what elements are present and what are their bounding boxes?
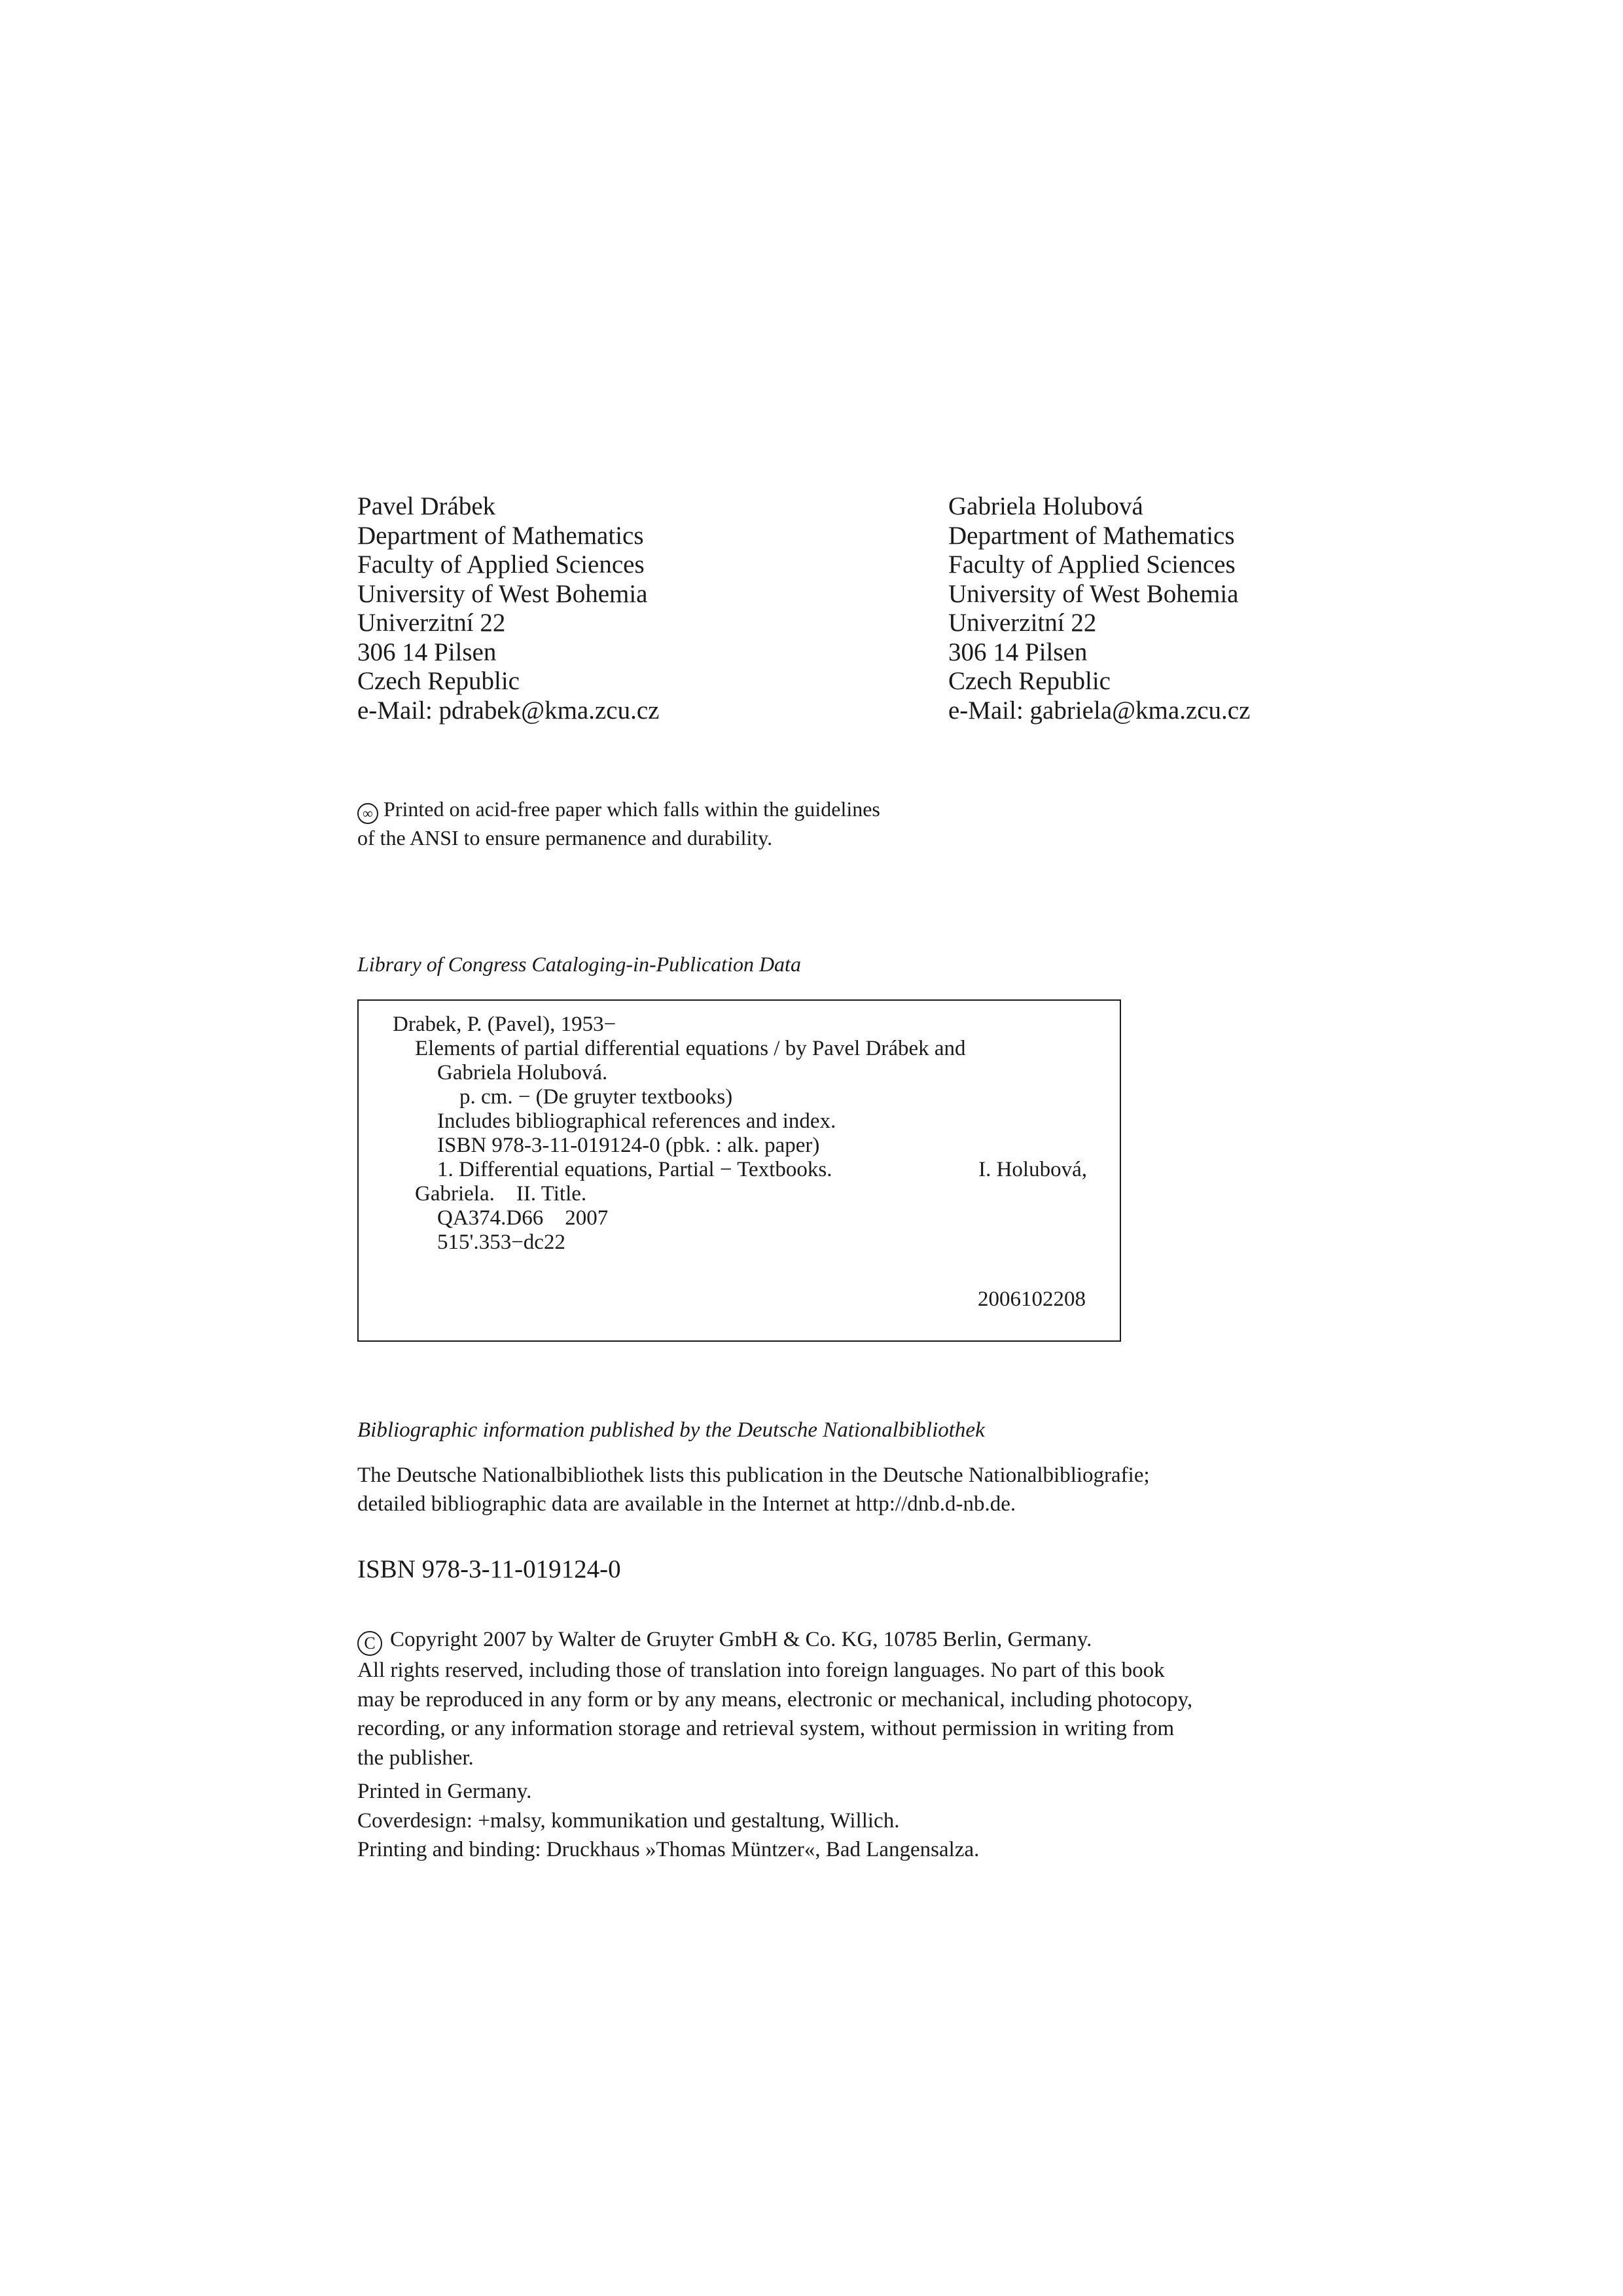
printing-line-1: Printed in Germany. xyxy=(357,1780,532,1803)
author-country: Czech Republic xyxy=(357,667,520,695)
dnb-heading: Bibliographic information published by the Deutsche Nationalbibliothek xyxy=(357,1418,985,1442)
cip-line: Elements of partial differential equations / by Pavel Drábek and xyxy=(415,1037,966,1060)
author-department: Department of Mathematics xyxy=(948,521,1235,550)
cip-line: p. cm. − (De gruyter textbooks) xyxy=(459,1085,733,1109)
author-city: 306 14 Pilsen xyxy=(357,637,497,666)
acid-free-paper-note xyxy=(357,795,880,852)
acid-note-line-1: Printed on acid-free paper which falls within the guidelines xyxy=(383,797,880,821)
cip-line: QA374.D66 2007 xyxy=(437,1206,609,1230)
author-university: University of West Bohemia xyxy=(357,579,648,608)
copyright-notice xyxy=(357,1625,1322,1772)
copyright-line-3: may be reproduced in any form or by any means, electronic or mechanical, including photocopy, xyxy=(357,1687,1193,1712)
printing-line-2: Coverdesign: +malsy, kommunikation und gestaltung, Willich. xyxy=(357,1808,900,1833)
author-name: Gabriela Holubová xyxy=(948,492,1143,520)
author-street: Univerzitní 22 xyxy=(948,609,1097,637)
copyright-line-5: the publisher. xyxy=(357,1746,474,1770)
copyright-line-2: All rights reserved, including those of translation into foreign languages. No part of this book xyxy=(357,1659,1165,1682)
printing-info xyxy=(357,1777,979,1865)
cip-heading: Library of Congress Cataloging-in-Publication Data xyxy=(357,952,801,976)
lccn-number: 2006102208 xyxy=(978,1287,1086,1311)
author-address-left xyxy=(357,492,659,725)
author-street: Univerzitní 22 xyxy=(357,609,506,637)
author-faculty: Faculty of Applied Sciences xyxy=(357,550,645,579)
cip-added-entry: I. Holubová, xyxy=(978,1158,1087,1181)
printing-line-3: Printing and binding: Druckhaus »Thomas Müntzer«, Bad Langensalza. xyxy=(357,1838,980,1861)
copyright-line-1: Copyright 2007 by Walter de Gruyter GmbH & Co. KG, 10785 Berlin, Germany. xyxy=(390,1628,1092,1651)
isbn: ISBN 978-3-11-019124-0 xyxy=(357,1555,621,1583)
cip-line: Gabriela. II. Title. xyxy=(415,1182,587,1206)
author-address-right xyxy=(948,492,1250,725)
author-country: Czech Republic xyxy=(948,667,1111,695)
dnb-text xyxy=(357,1461,1322,1518)
author-city: 306 14 Pilsen xyxy=(948,637,1088,666)
cip-line: Includes bibliographical references and index. xyxy=(437,1109,836,1133)
copyright-icon: C xyxy=(357,1631,382,1656)
author-name: Pavel Drábek xyxy=(357,492,496,520)
copyright-line-4: recording, or any information storage and retrieval system, without permission in writing from xyxy=(357,1717,1175,1740)
author-university: University of West Bohemia xyxy=(948,579,1239,608)
infinity-icon: ∞ xyxy=(357,803,378,824)
cip-line: 515'.353−dc22 xyxy=(437,1230,565,1254)
acid-note-line-2: of the ANSI to ensure permanence and durability. xyxy=(357,826,773,850)
dnb-line-2: detailed bibliographic data are available in the Internet at http://dnb.d-nb.de. xyxy=(357,1492,1016,1516)
cip-subject: 1. Differential equations, Partial − Textbooks. xyxy=(437,1158,832,1181)
cip-line: Drabek, P. (Pavel), 1953− xyxy=(393,1013,616,1036)
cip-line: Gabriela Holubová. xyxy=(437,1061,608,1085)
author-faculty: Faculty of Applied Sciences xyxy=(948,550,1236,579)
dnb-line-1: The Deutsche Nationalbibliothek lists this publication in the Deutsche Nationalbibliografie; xyxy=(357,1463,1150,1487)
author-email: e-Mail: pdrabek@kma.zcu.cz xyxy=(357,696,660,725)
cip-line xyxy=(437,1158,1087,1182)
author-email: e-Mail: gabriela@kma.zcu.cz xyxy=(948,696,1251,725)
author-department: Department of Mathematics xyxy=(357,521,644,550)
cip-line: ISBN 978-3-11-019124-0 (pbk. : alk. paper) xyxy=(437,1134,820,1157)
cip-data-box xyxy=(357,999,1121,1342)
